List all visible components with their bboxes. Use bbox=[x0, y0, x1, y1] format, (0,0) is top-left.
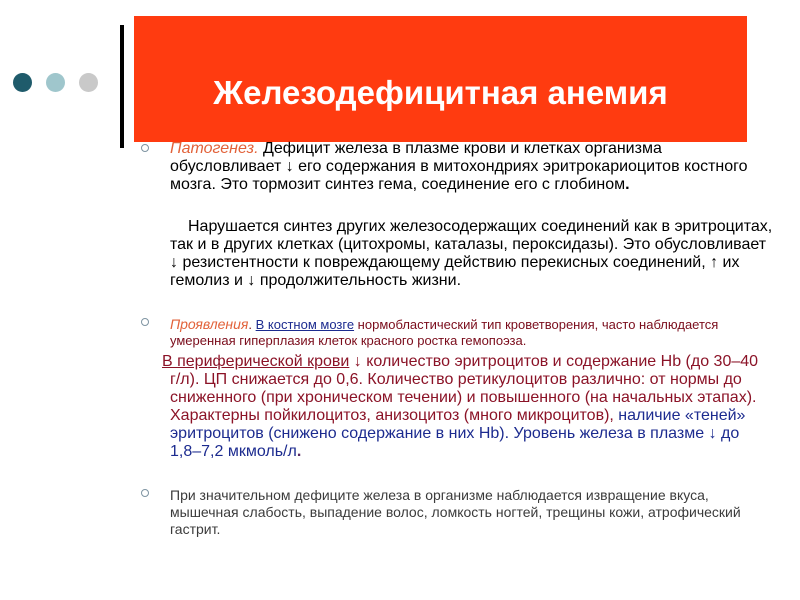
pathogenesis-label: Патогенез. bbox=[170, 140, 259, 157]
synthesis-text: Нарушается синтез других железосодержащих соединений как в эритроцитах, так и в других клетках (цитохромы, каталазы, пероксидазы). Это обусловливает ↓ резистентности к повреждающему действию перекисных соединений, ↑ их гемолиз и ↓ продолжительность жизни. bbox=[170, 218, 773, 289]
manifestations-paragraph bbox=[170, 316, 775, 349]
peripheral-blood-end: . bbox=[296, 443, 302, 460]
decor-dot-1 bbox=[13, 73, 32, 92]
manifestations-label: Проявления bbox=[170, 316, 249, 332]
peripheral-blood-link[interactable]: В периферической крови bbox=[162, 353, 350, 370]
pathogenesis-end: . bbox=[625, 176, 630, 193]
slide-title: Железодефицитная анемия bbox=[213, 74, 668, 111]
bullet-icon bbox=[141, 489, 149, 497]
title-box bbox=[134, 16, 747, 142]
title-divider-bar bbox=[120, 25, 124, 148]
decor-dot-3 bbox=[79, 73, 98, 92]
pathogenesis-text: Дефицит железа в плазме крови и клетках организма обусловливает ↓ его содержания в митохондриях эритрокариоцитов костного мозга. Это тормозит синтез гема, соединение его с глобином bbox=[170, 140, 748, 193]
pathogenesis-paragraph bbox=[170, 140, 770, 194]
peripheral-blood-text-2: наличие «теней» эритроцитов (снижено содержание в них Hb). Уровень железа в плазме ↓ до 1,8–7,2 мкмоль/л bbox=[170, 407, 746, 460]
decor-dot-2 bbox=[46, 73, 65, 92]
bone-marrow-link[interactable]: В костном мозге bbox=[255, 317, 355, 332]
deficiency-paragraph: При значительном дефиците железа в организме наблюдается извращение вкуса, мышечная слабость, выпадение волос, ломкость ногтей, трещины кожи, атрофический гастрит. bbox=[170, 487, 741, 537]
peripheral-blood-text-1: ↓ количество эритроцитов и содержание Hb (до 30–40 г/л). ЦП снижается до 0,6. Количество ретикулоцитов различно: от нормы до сниженного (при хроническом течении) и повышенного (на начальных этапах). Характерны пойкилоцитоз, анизоцитоз (много микроцитов), bbox=[170, 353, 759, 424]
bone-marrow-text: нормобластический тип кроветворения, часто наблюдается умеренная гиперплазия клеток красного ростка гемопоэза. bbox=[170, 317, 719, 348]
bullet-icon bbox=[141, 144, 149, 152]
peripheral-blood-paragraph bbox=[162, 353, 770, 461]
bullet-icon bbox=[141, 318, 149, 326]
manifestations-dot: . bbox=[248, 317, 256, 332]
synthesis-paragraph bbox=[170, 218, 775, 290]
